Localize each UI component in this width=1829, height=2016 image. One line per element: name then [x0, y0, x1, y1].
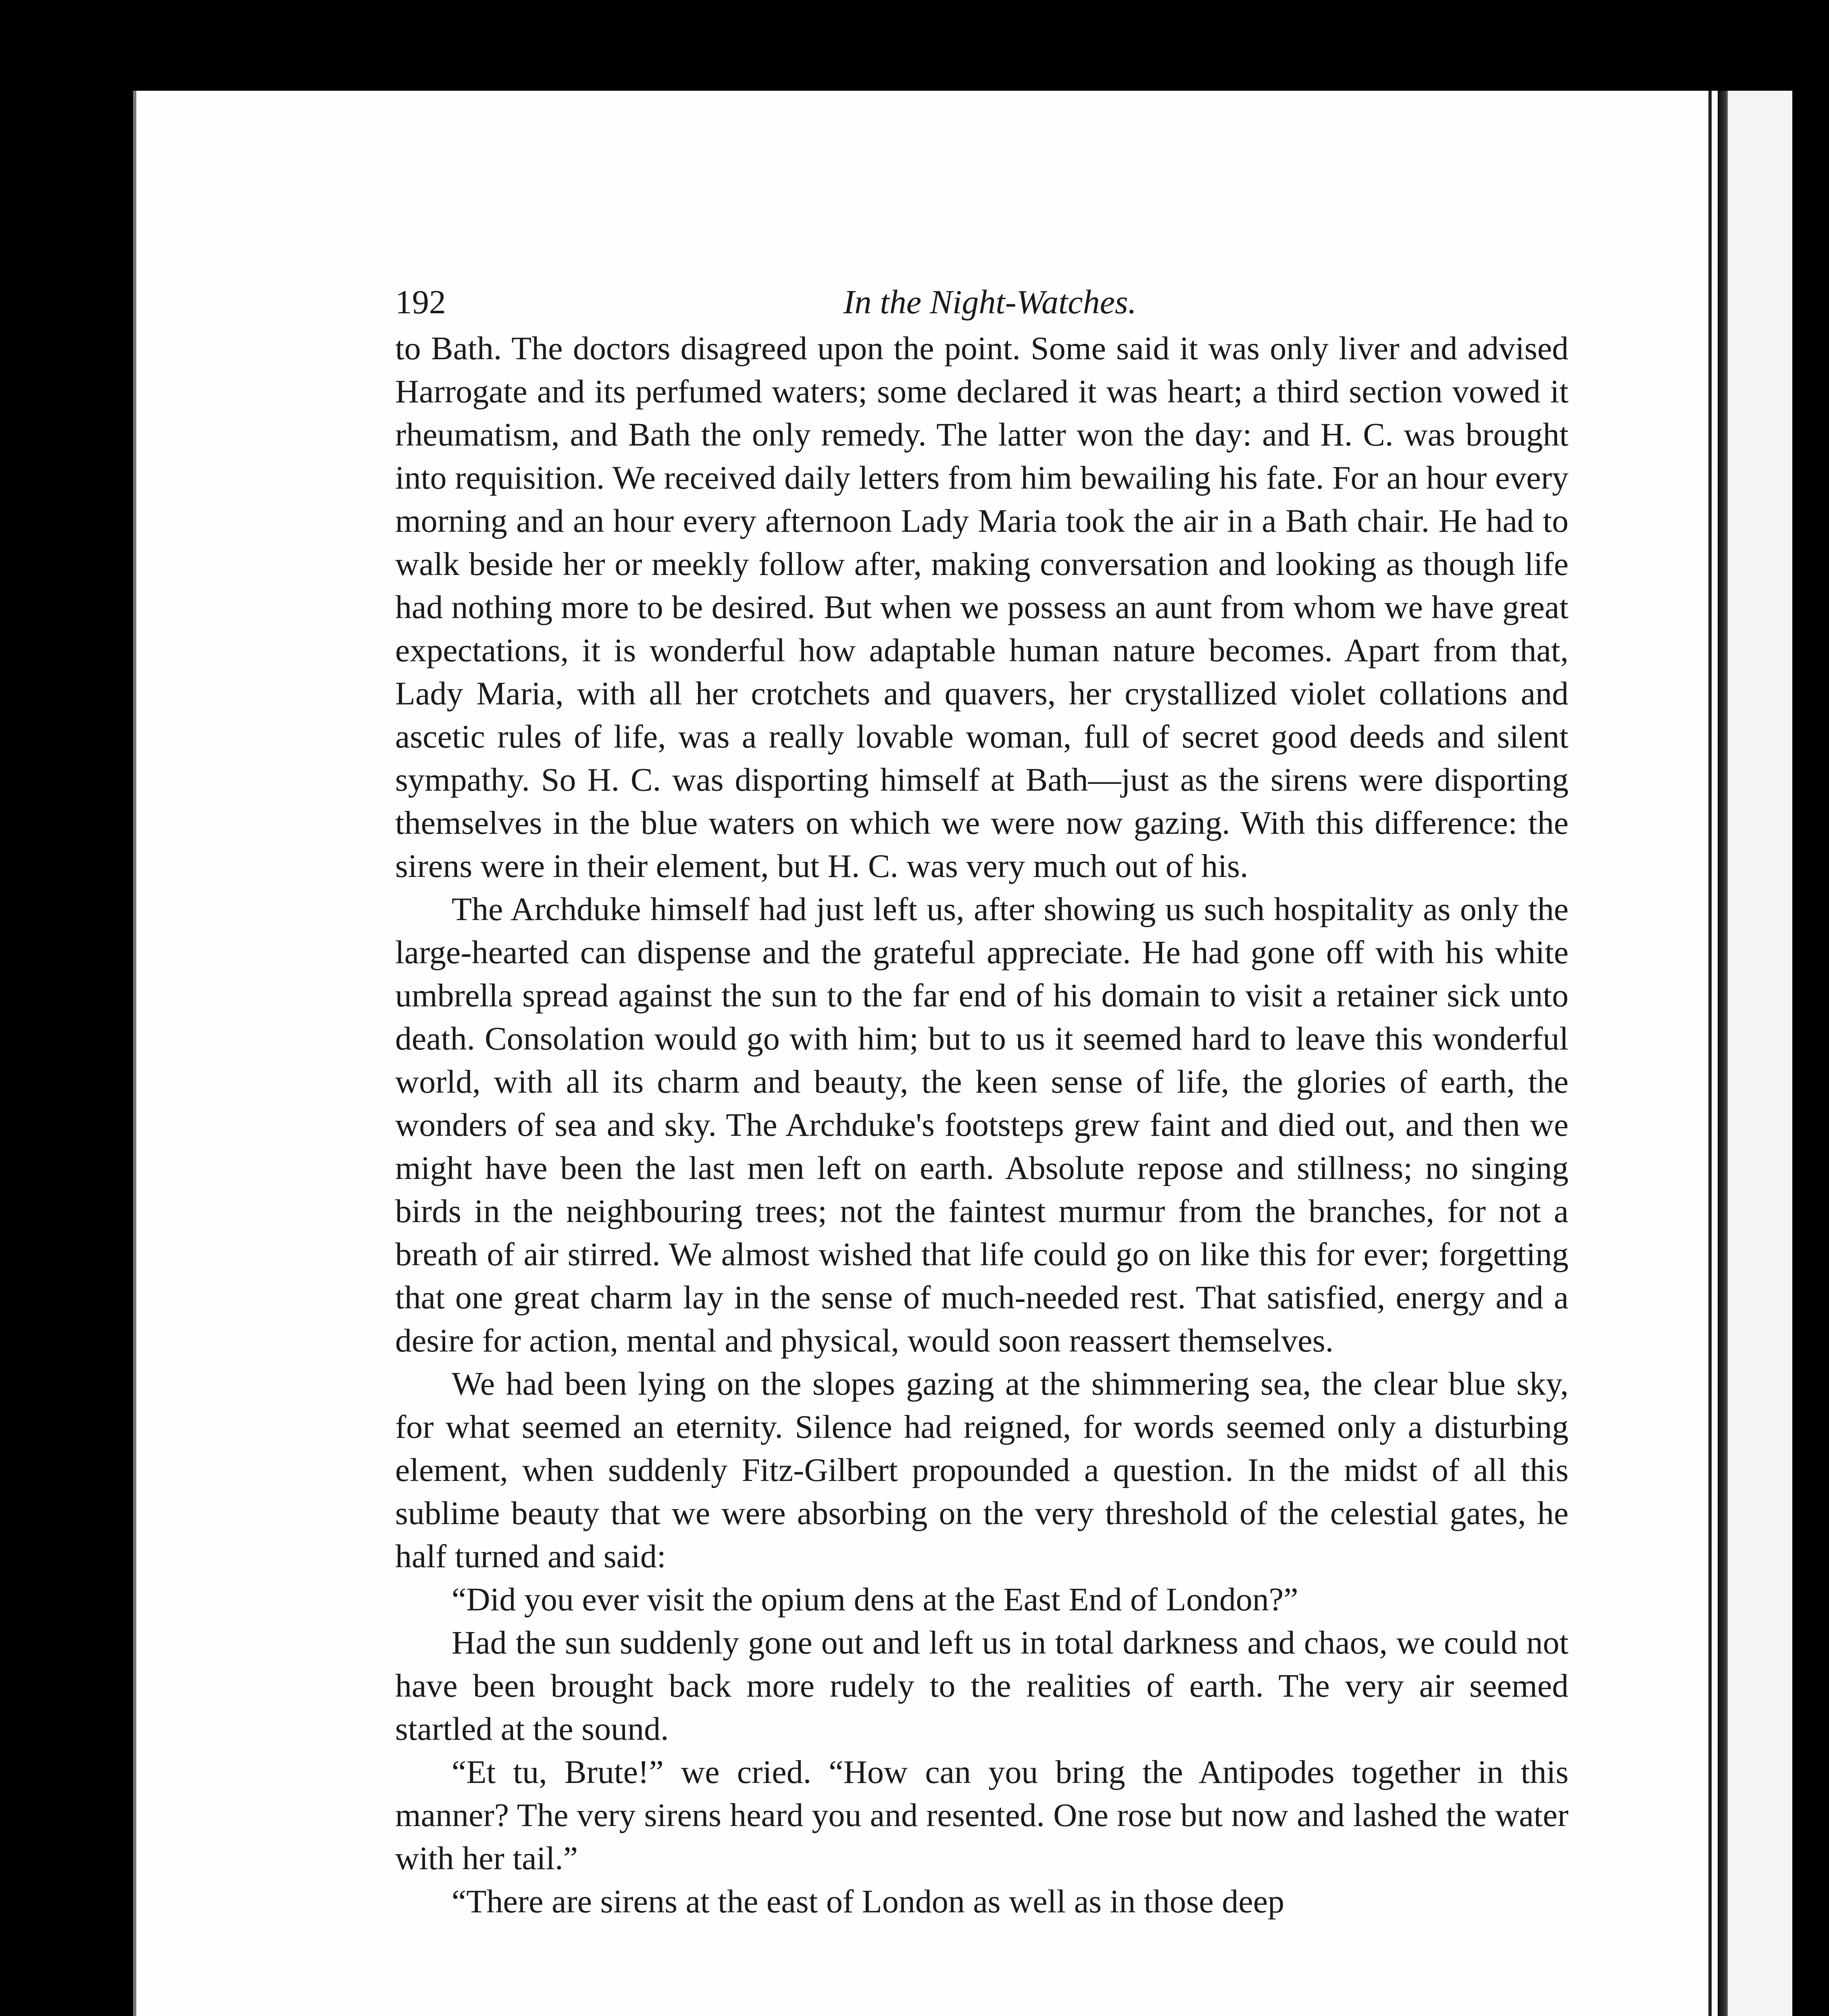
paragraph-7: “There are sirens at the east of London as well as in those deep — [452, 1883, 1285, 1920]
paragraph-5: Had the sun suddenly gone out and left us in total darkness and chaos, we could not have been brought back more rudely to the realities of earth. The very air seemed startled at the sound. — [395, 1624, 1569, 1747]
page-left-edge — [133, 91, 136, 2016]
page-gutter-line — [1708, 91, 1712, 2016]
page-number: 192 — [395, 283, 446, 321]
paragraph-6: “Et tu, Brute!” we cried. “How can you bring the Antipodes together in this manner? The very sirens heard you and resented. One rose but now and lashed the water with her tail.” — [395, 1754, 1569, 1876]
page-header — [395, 278, 1569, 327]
running-title: In the Night-Watches. — [843, 283, 1137, 321]
paragraph-4: “Did you ever visit the opium dens at the East End of London?” — [452, 1581, 1298, 1618]
paragraph-3: We had been lying on the slopes gazing at the shimmering sea, the clear blue sky, for what seemed an eternity. Silence had reigned, for words seemed only a disturbing element, when suddenly Fitz-Gilbert propounded a question. In the midst of all this sublime beauty that we were absorbing on the very threshold of the celestial gates, he half turned and said: — [395, 1365, 1569, 1574]
page-text-block — [395, 278, 1569, 1923]
paragraph-2: The Archduke himself had just left us, after showing us such hospitality as only the large-hearted can dispense and the grateful appreciate. He had gone off with his white umbrella spread against the sun to the far end of his domain to visit a retainer sick unto death. Consolation would go with him; but to us it seemed hard to leave this wonderful world, with all its charm and beauty, the keen sense of life, the glories of earth, the wonders of sea and sky. The Archduke's footsteps grew faint and died out, and then we might have been the last men left on earth. Absolute repose and stillness; no singing birds in the neighbouring trees; not the faintest murmur from the branches, for not a breath of air stirred. We almost wished that life could go on like this for ever; forgetting that one great charm lay in the sense of much-needed rest. That satisfied, energy and a desire for action, mental and physical, would soon reassert themselves. — [395, 891, 1569, 1359]
paragraph-1: to Bath. The doctors disagreed upon the point. Some said it was only liver and advised Harrogate and its perfumed waters; some declared it was heart; a third section vowed it rheumatism, and Bath the only remedy. The latter won the day: and H. C. was brought into requisition. We received daily letters from him bewailing his fate. For an hour every morning and an hour every afternoon Lady Maria took the air in a Bath chair. He had to walk beside her or meekly follow after, making conversation and looking as though life had nothing more to be desired. But when we possess an aunt from whom we have great expectations, it is wonderful how adaptable human nature becomes. Apart from that, Lady Maria, with all her crotchets and quavers, her crystallized violet collations and ascetic rules of life, was a really lovable woman, full of secret good deeds and silent sympathy. So H. C. was disporting himself at Bath—just as the sirens were disporting themselves in the blue waters on which we were now gazing. With this difference: the sirens were in their element, but H. C. was very much out of his. — [395, 330, 1569, 884]
facing-page-sliver — [1728, 91, 1792, 2016]
body-text — [395, 327, 1569, 1923]
